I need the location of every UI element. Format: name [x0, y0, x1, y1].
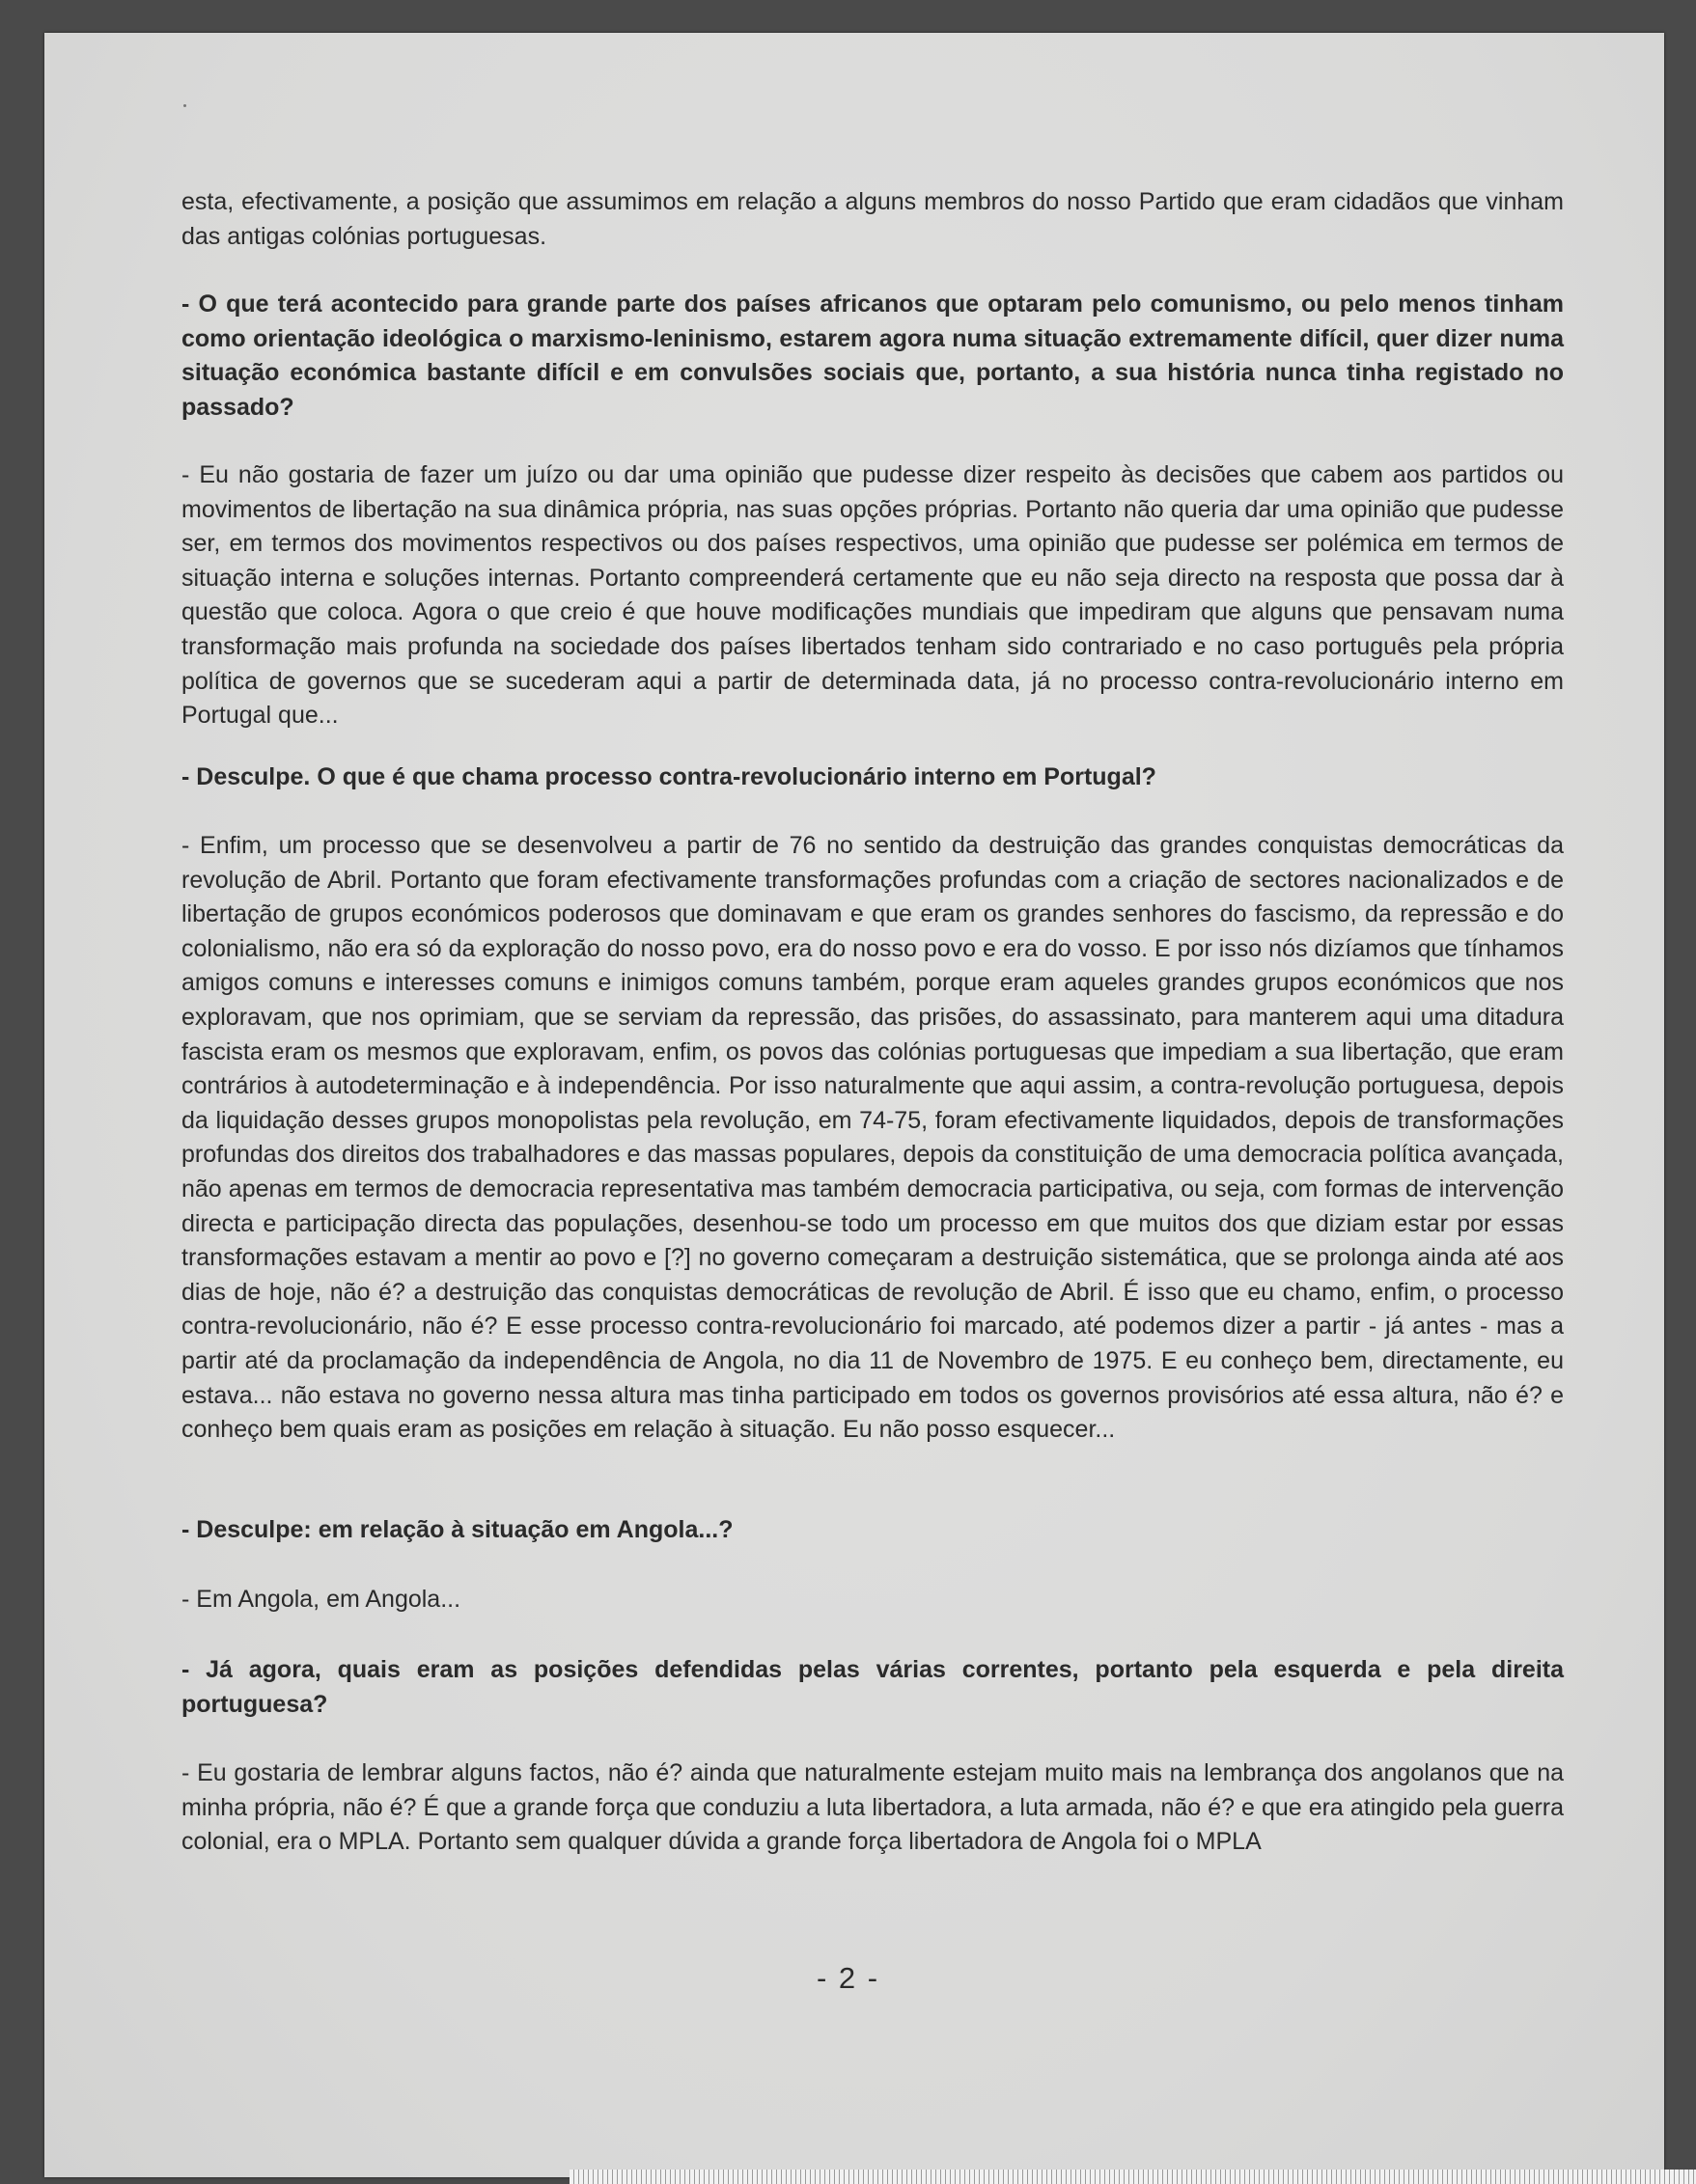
interview-answer: - Eu gostaria de lembrar alguns factos, não é? ainda que naturalmente estejam muito mais na lembrança dos angolanos que na minha própria, não é? É que a grande força que conduziu a luta libertadora, a luta armada, não é? e que era atingido pela guerra colonial, era o MPLA. Portanto sem qualquer dúvida a grande força libertadora de Angola foi o MPLA	[181, 1759, 1564, 1856]
interview-question: - O que terá acontecido para grande parte dos países africanos que optaram pelo comunismo, ou pelo menos tinham como orientação ideológica o marxismo-leninismo, estarem agora numa situação extremamente difícil, quer dizer numa situação económica bastante difícil e em convulsões sociais que, portanto, a sua história nunca tinha registado no passado?	[181, 290, 1564, 421]
interview-answer: - Eu não gostaria de fazer um juízo ou dar uma opinião que pudesse dizer respeito às decisões que cabem aos partidos ou movimentos de libertação na sua dinâmica própria, nas suas opções próprias. Portanto não queria dar uma opinião que pudesse ser, em termos dos movimentos respectivos ou dos países respectivos, uma opinião que pudesse ser polémica em termos de situação interna e soluções internas. Portanto compreenderá certamente que eu não seja directo na resposta que possa dar à questão que coloca. Agora o que creio é que houve modificações mundiais que impediram que alguns que pensavam numa transformação mais profunda na sociedade dos países libertados tenham sido contrariado e no caso português pela própria política de governos que se sucederam aqui a partir de determinada data, já no processo contra-revolucionário interno em Portugal que...	[181, 461, 1564, 730]
interview-answer: - Em Angola, em Angola...	[181, 1586, 461, 1613]
paragraph-continuation: esta, efectivamente, a posição que assumimos em relação a alguns membros do nosso Partido que eram cidadãos que vinham das antigas colónias portuguesas.	[181, 188, 1564, 250]
interview-question: - Desculpe: em relação à situação em Angola...?	[181, 1516, 734, 1543]
stray-mark	[183, 104, 186, 107]
interview-answer: - Enfim, um processo que se desenvolveu a partir de 76 no sentido da destruição das grandes conquistas democráticas da revolução de Abril. Portanto que foram efectivamente transformações profundas com a criação de sectores nacionalizados e de libertação de grupos económicos poderosos que dominavam e que eram os grandes senhores do fascismo, da repressão e do colonialismo, não era só da exploração do nosso povo, era do nosso povo e era do vosso. E por isso nós dizíamos que tínhamos amigos comuns e interesses comuns e inimigos comuns também, porque eram aqueles grandes grupos económicos que nos exploravam, que nos oprimiam, que se serviam da repressão, das prisões, do assassinato, para manterem aqui uma ditadura fascista eram os mesmos que exploravam, enfim, os povos das colónias portuguesas que impediam a sua libertação, que eram contrários à autodeterminação e à independência. Por isso naturalmente que aqui assim, a contra-revolução portuguesa, depois da liquidação desses grupos monopolistas pela revolução, em 74-75, foram efectivamente liquidados, depois de transformações profundas dos direitos dos trabalhadores e das massas populares, depois da constituição de uma democracia política avançada, não apenas em termos de democracia representativa mas também democracia participativa, ou seja, com formas de intervenção directa e participação directa das populações, desenhou-se todo um processo em que muitos dos que diziam estar por essas transformações estavam a mentir ao povo e [?] no governo começaram a destruição sistemática, que se prolonga ainda até aos dias de hoje, não é? a destruição das conquistas democráticas de revolução de Abril. É isso que eu chamo, enfim, o processo contra-revolucionário, não é? E esse processo contra-revolucionário foi marcado, até podemos dizer a partir - já antes - mas a partir até da proclamação da independência de Angola, no dia 11 de Novembro de 1975. E eu conheço bem, directamente, eu estava... não estava no governo nessa altura mas tinha participado em todos os governos provisórios até essa altura, não é? e conheço bem quais eram as posições em relação à situação. Eu não posso esquecer...	[181, 832, 1564, 1444]
interview-question: - Já agora, quais eram as posições defendidas pelas várias correntes, portanto pela esquerda e pela direita portuguesa?	[181, 1656, 1564, 1718]
scan-ruler	[570, 2170, 1696, 2184]
page-number: - 2 -	[816, 1961, 880, 1995]
interview-question: - Desculpe. O que é que chama processo contra-revolucionário interno em Portugal?	[181, 763, 1156, 790]
